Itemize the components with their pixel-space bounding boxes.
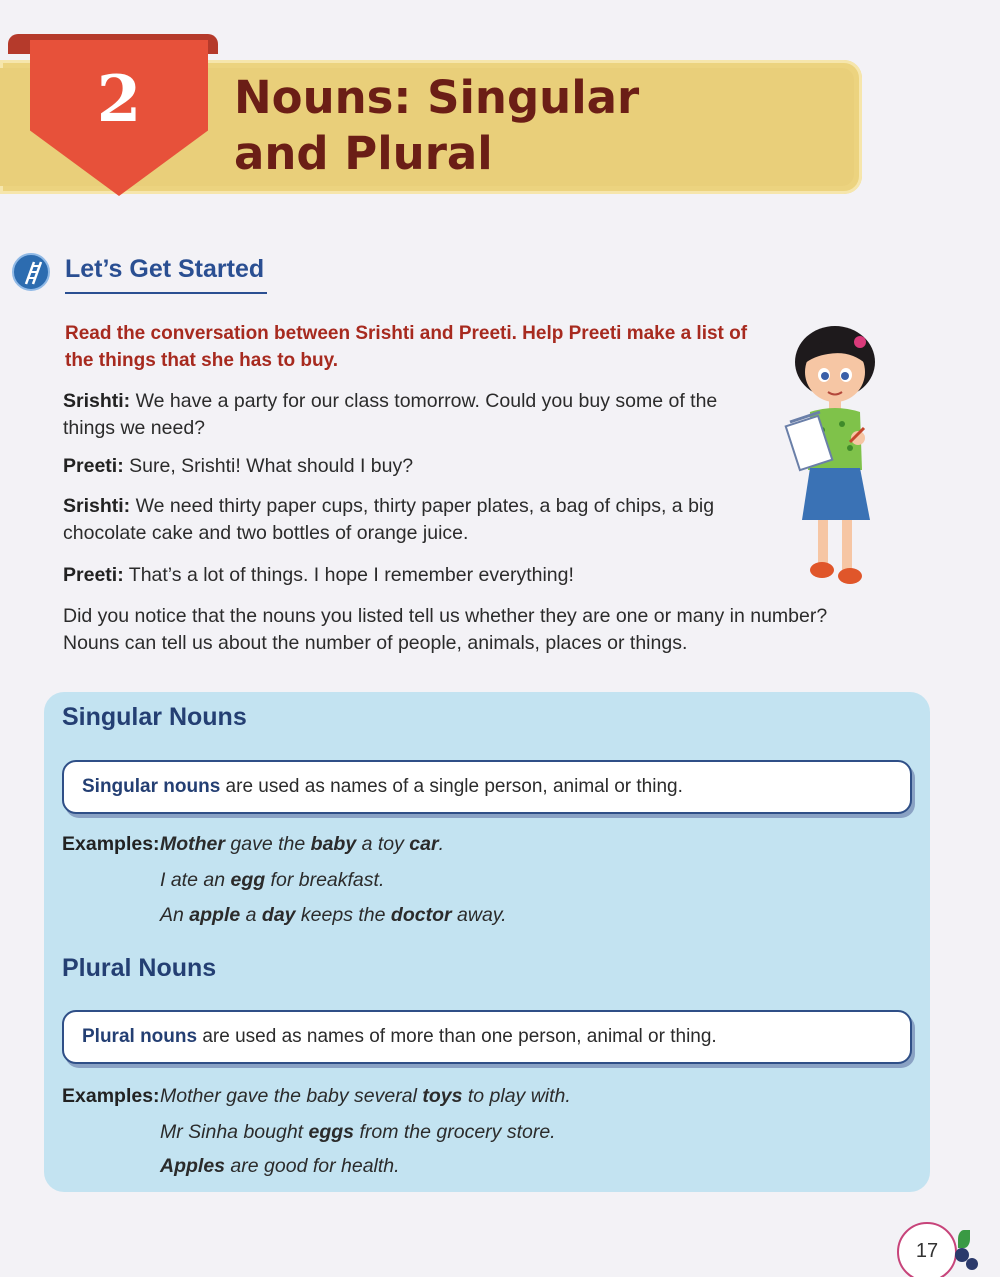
dialogue-line [63,388,783,442]
sentence-part: from the grocery store. [354,1121,556,1143]
example-sentence [160,869,384,892]
dialogue-line [63,453,783,480]
speaker-name: Srishti: [63,495,131,517]
noun-highlight: Mother [160,833,225,855]
sentence-part: Mr Sinha bought [160,1121,309,1143]
berry-icon [966,1258,978,1270]
page-number-badge [897,1222,957,1277]
examples-label: Examples: [62,1085,160,1107]
dialogue-text: Sure, Srishti! What should I buy? [129,455,414,477]
definition-term: Plural nouns [82,1026,198,1047]
example-sentence [160,1155,400,1178]
example-sentence [160,904,507,927]
page-number: 17 [915,1240,939,1262]
section-underline [65,292,267,294]
examples-label: Examples: [62,833,160,855]
dialogue-text: We need thirty paper cups, thirty paper plates, a bag of chips, a big [135,495,715,517]
example-sentence [160,833,444,856]
example-sentence [160,1121,556,1144]
singular-definition-box [62,760,912,814]
instruction-line1: Read the conversation between Srishti and Preeti. Help Preeti make a list of [65,323,748,344]
speaker-name: Srishti: [63,390,131,412]
definition-text: are used as names of a single person, animal or thing. [220,776,683,797]
dialogue-text: We have a party for our class tomorrow. Could you buy some of the [135,390,718,412]
sentence-part: keeps the [295,904,391,926]
definition-text: are used as names of more than one person, animal or thing. [197,1026,717,1047]
sentence-part: I ate an [160,869,231,891]
plural-definition-box [62,1010,912,1064]
instruction-line2: the things that she has to buy. [65,350,339,371]
section-title-singular: Singular Nouns [62,703,247,731]
chapter-title-line1: Nouns: Singular [234,71,640,124]
sentence-part: to play with. [462,1085,571,1107]
speaker-name: Preeti: [63,564,124,586]
sentence-part: for breakfast. [265,869,385,891]
noun-highlight: egg [230,869,266,891]
sentence-part: Mother gave the baby several [160,1085,423,1107]
chapter-number: 2 [96,62,142,137]
section-title-plural: Plural Nouns [62,954,217,982]
chapter-title-line2: and Plural [234,127,493,180]
section-title-lets-get-started: Let’s Get Started [65,255,265,283]
sentence-part: are good for health. [225,1155,400,1177]
dialogue-text: That’s a lot of things. I hope I remember everything! [128,564,574,586]
definition-term: Singular nouns [82,776,221,797]
sentence-part: a [240,904,262,926]
closing-paragraph [63,603,923,657]
noun-highlight: eggs [308,1121,355,1143]
speaker-name: Preeti: [63,455,124,477]
sentence-part: a toy [356,833,410,855]
sentence-part: An [160,904,190,926]
noun-highlight: apple [189,904,241,926]
noun-highlight: doctor [390,904,452,926]
dialogue-line [63,493,783,547]
noun-highlight: toys [422,1085,463,1107]
noun-highlight: car [409,833,439,855]
sentence-part: . [438,833,444,855]
girl-illustration [780,320,890,595]
closing-line2: Nouns can tell us about the number of people, animals, places or things. [63,632,688,654]
dialogue-line [63,562,783,589]
ladder-icon [12,253,50,291]
leaf-icon [958,1230,970,1248]
sentence-part: gave the [225,833,311,855]
noun-highlight: day [261,904,296,926]
noun-highlight: Apples [160,1155,226,1177]
dialogue-text: chocolate cake and two bottles of orange juice. [63,522,469,544]
example-sentence [160,1085,571,1108]
noun-highlight: baby [310,833,357,855]
dialogue-text: things we need? [63,417,206,439]
instruction-text [65,320,785,374]
chapter-title [234,70,834,182]
sentence-part: away. [451,904,507,926]
closing-line1: Did you notice that the nouns you listed tell us whether they are one or many in number? [63,605,828,627]
